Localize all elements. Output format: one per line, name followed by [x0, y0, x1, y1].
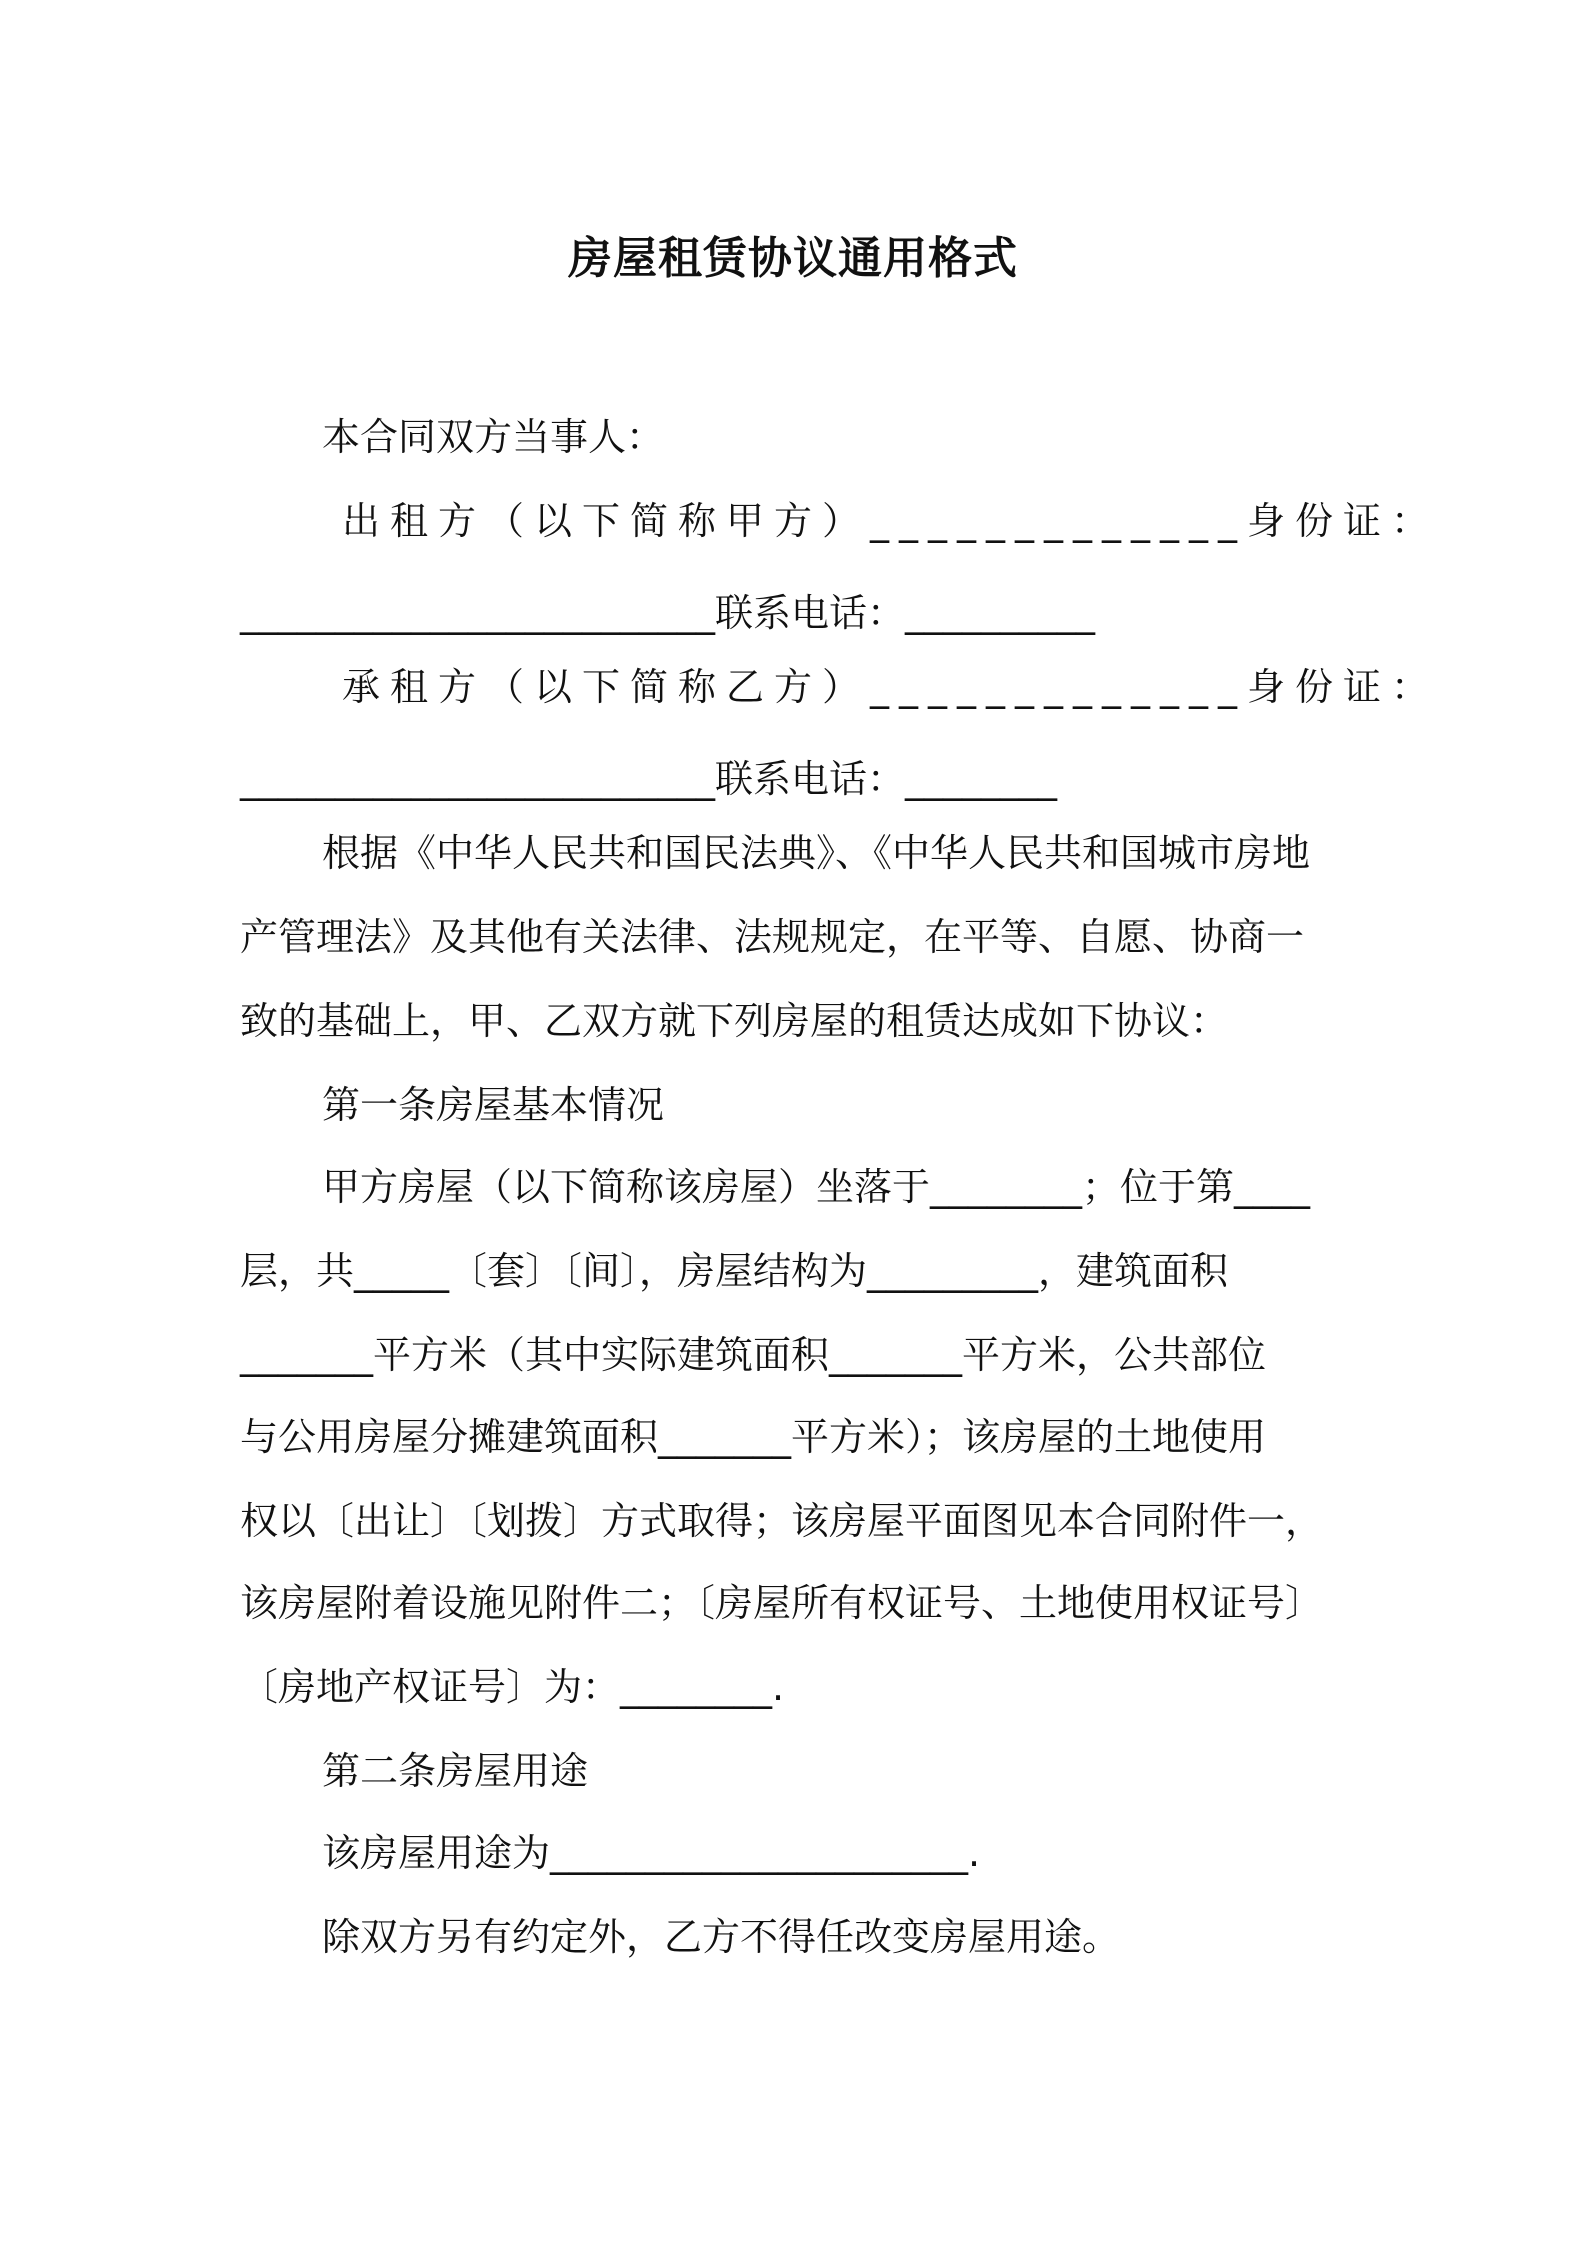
article-1-line-6: 该房屋附着设施见附件二；〔房屋所有权证号、土地使用权证号〕 — [240, 1581, 1324, 1625]
preamble-line-3: 致的基础上，甲、乙双方就下列房屋的租赁达成如下协议： — [240, 999, 1229, 1043]
article-1-line-1: 甲方房屋（以下简称该房屋）坐落于________；位于第____ — [322, 1165, 1311, 1209]
lessee-line: 承租方（以下简称乙方）_____________身份证： — [342, 665, 1440, 709]
article-1-line-4: 与公用房屋分摊建筑面积_______平方米）；该房屋的土地使用 — [240, 1415, 1267, 1459]
article-2-line-2: 除双方另有约定外，乙方不得任改变房屋用途。 — [322, 1915, 1121, 1959]
lessee-contact-line: _________________________联系电话：________ — [240, 757, 1058, 801]
article-2-heading: 第二条房屋用途 — [322, 1749, 589, 1793]
document-title: 房屋租赁协议通用格式 — [568, 233, 1018, 284]
preamble-line-1: 根据《中华人民共和国民法典》、《中华人民共和国城市房地 — [322, 831, 1311, 875]
article-1-heading: 第一条房屋基本情况 — [322, 1083, 665, 1127]
preamble-line-2: 产管理法》及其他有关法律、法规规定，在平等、自愿、协商一 — [240, 915, 1305, 959]
parties-heading: 本合同双方当事人： — [322, 415, 665, 459]
article-1-line-3: _______平方米（其中实际建筑面积_______平方米，公共部位 — [240, 1333, 1267, 1377]
article-2-line-1: 该房屋用途为______________________. — [322, 1831, 981, 1875]
lessor-contact-line: _________________________联系电话：__________ — [240, 591, 1096, 635]
article-1-line-5: 权以〔出让〕〔划拨〕方式取得；该房屋平面图见本合同附件一， — [240, 1499, 1324, 1543]
article-1-line-7: 〔房地产权证号〕为：________. — [240, 1665, 785, 1709]
lessor-line: 出租方（以下简称甲方）_____________身份证： — [342, 499, 1440, 543]
article-1-line-2: 层，共_____〔套〕〔间〕，房屋结构为_________，建筑面积 — [240, 1249, 1229, 1293]
